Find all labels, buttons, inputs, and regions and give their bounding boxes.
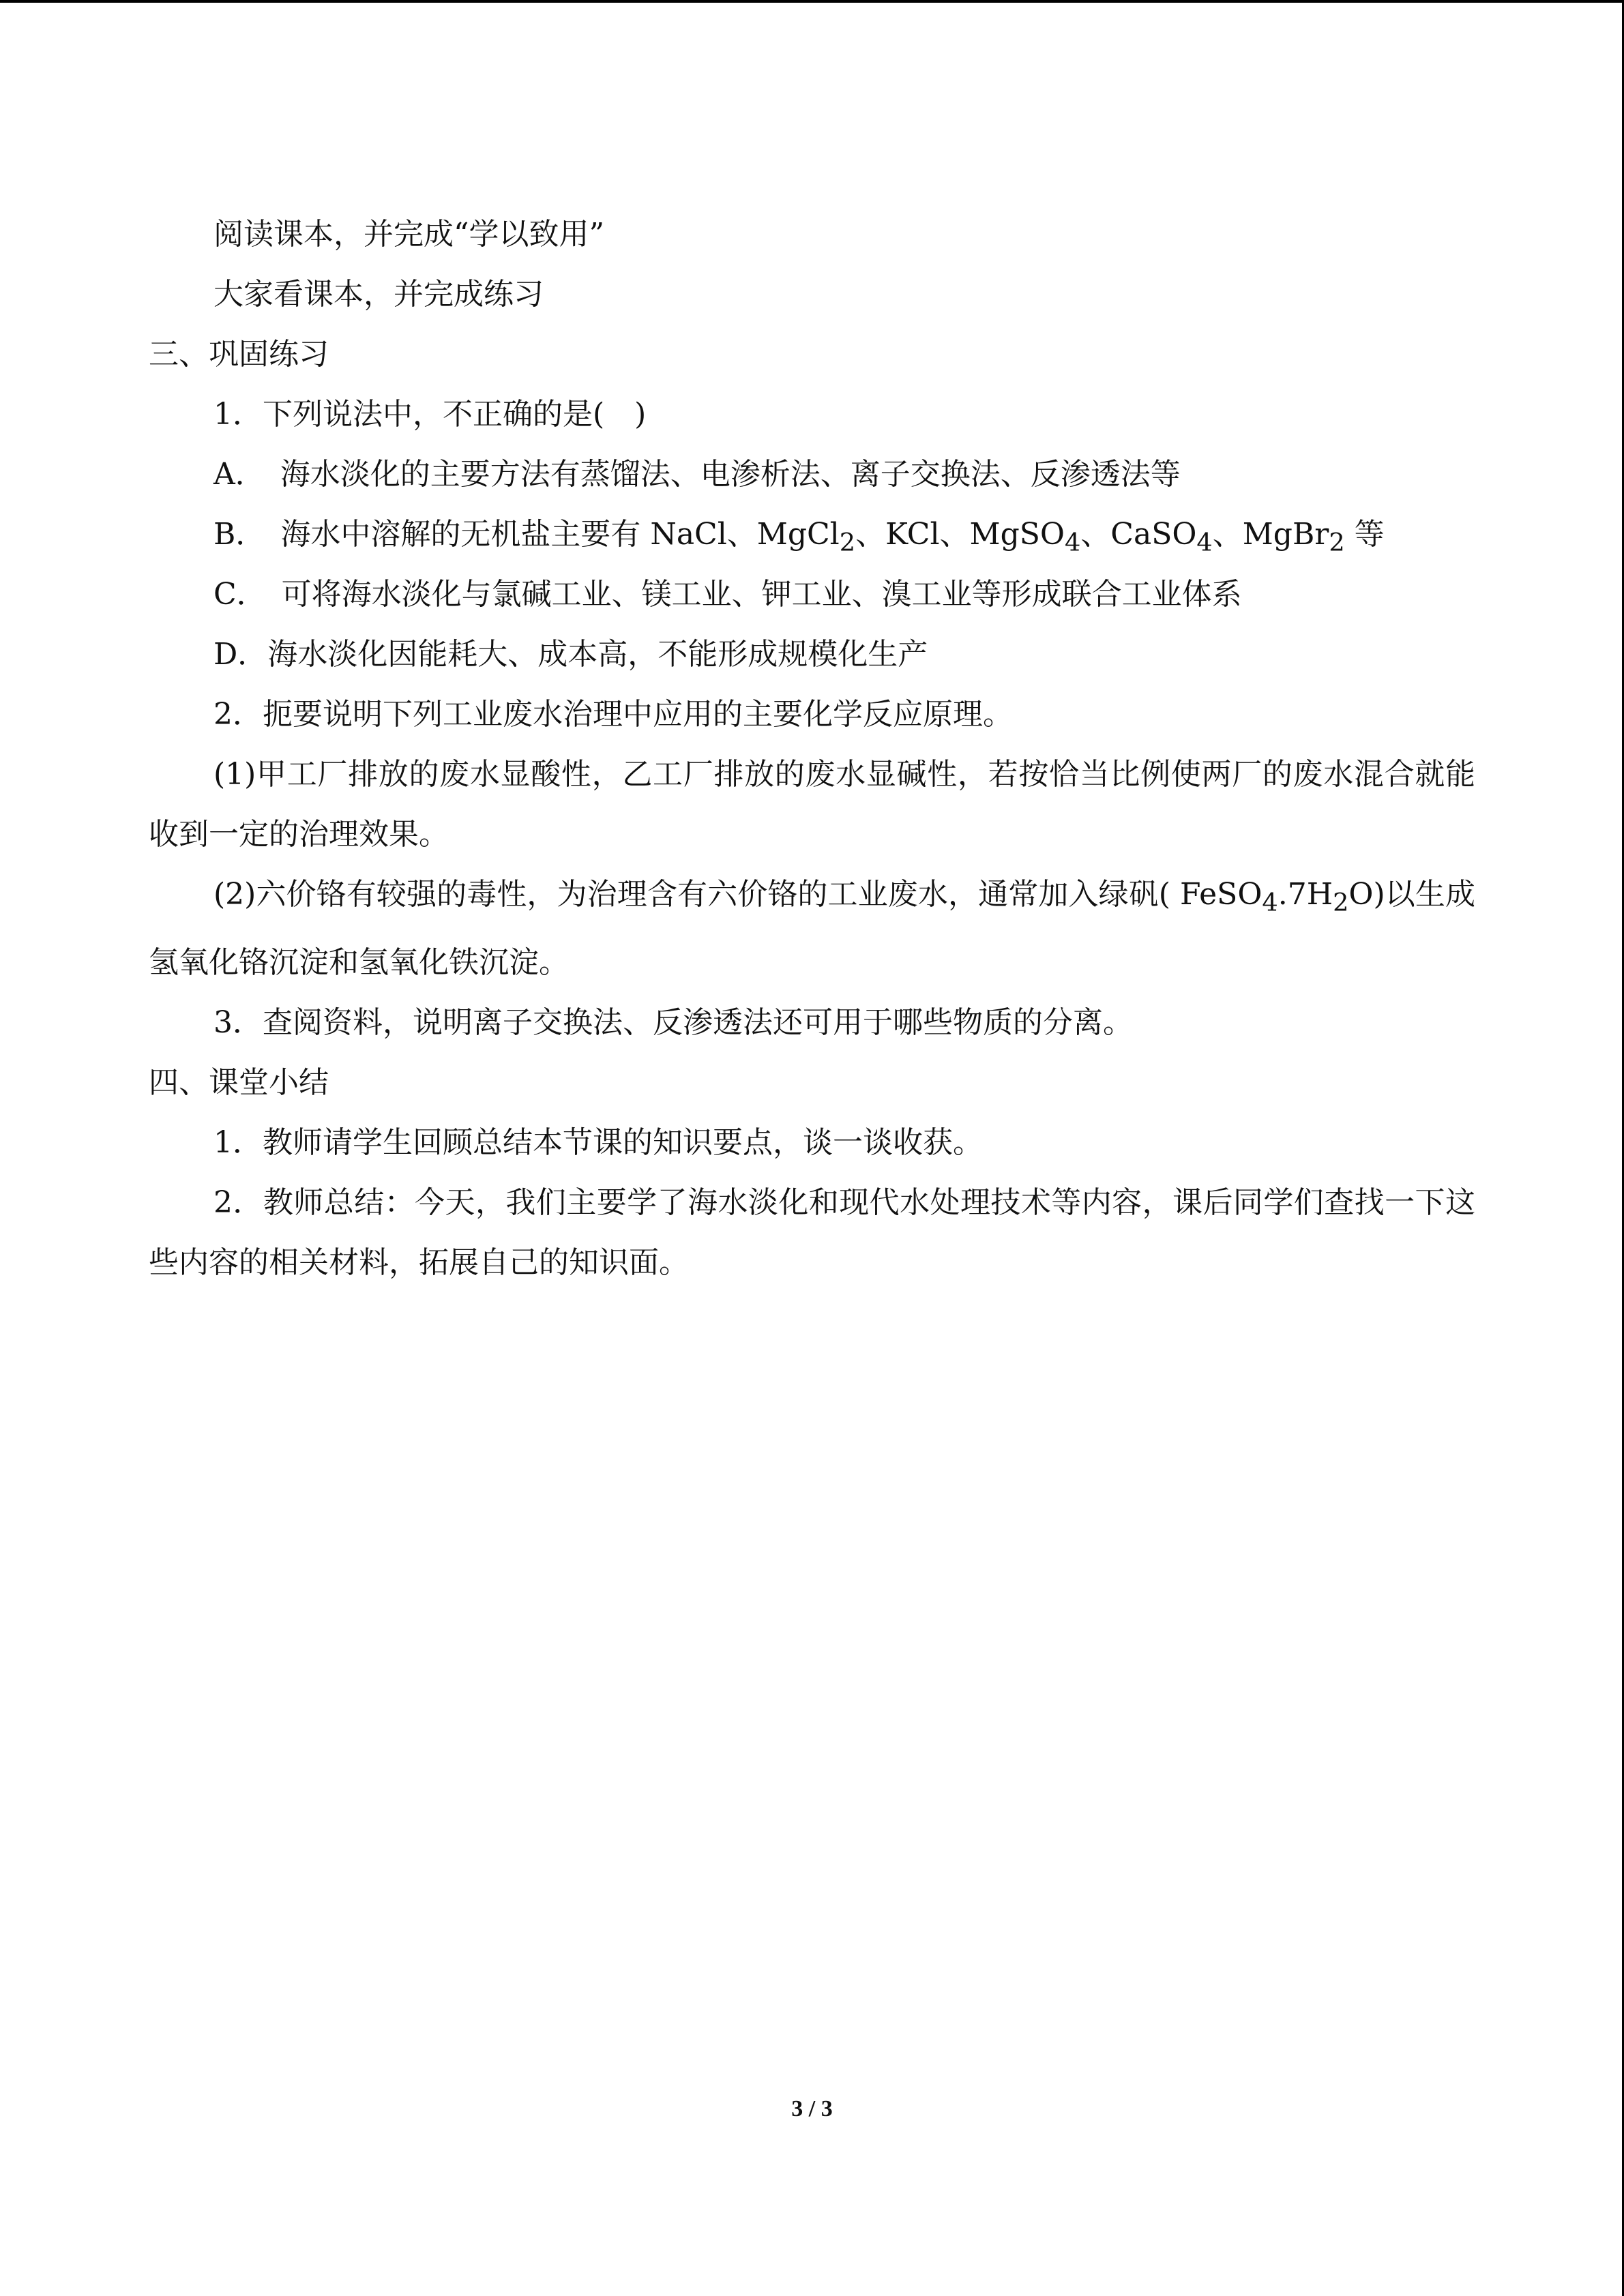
subscript: 2 (1333, 887, 1349, 917)
question-2-part-2 (149, 865, 1475, 993)
option-b-text: 、CaSO (1080, 517, 1197, 552)
question-1-option-c (149, 565, 1475, 625)
top-border-line (0, 0, 1624, 3)
question-1-stem: 1．下列说法中，不正确的是( ) (213, 397, 647, 432)
look-textbook-line: 大家看课本，并完成练习 (213, 277, 544, 312)
option-b-text: 海水中溶解的无机盐主要有 NaCl、MgCl (280, 517, 840, 552)
option-a-text: 海水淡化的主要方法有蒸馏法、电渗析法、离子交换法、反渗透法等 (280, 457, 1181, 492)
question-3: 3．查阅资料，说明离子交换法、反渗透法还可用于哪些物质的分离。 (213, 1004, 1133, 1040)
option-c-label: C． (213, 577, 267, 612)
subscript: 4 (1064, 527, 1081, 557)
part-2-text: (2)六价铬有较强的毒性，为治理含有六价铬的工业废水，通常加入绿矾( FeSO (213, 877, 1263, 912)
option-b-label: B． (213, 517, 266, 552)
subscript: 2 (839, 527, 856, 557)
part-2-text: .7H (1278, 877, 1333, 912)
summary-item-1: 1．教师请学生回顾总结本节课的知识要点，谈一谈收获。 (213, 1124, 983, 1160)
option-b-text: 、KCl、MgSO (855, 517, 1065, 552)
section-heading-practice: 三、巩固练习 (149, 337, 329, 372)
question-2-part-1: (1)甲工厂排放的废水显酸性，乙工厂排放的废水显碱性，若按恰当比例使两厂的废水混合就能收到一定的治理效果。 (149, 757, 1475, 852)
subscript: 4 (1196, 527, 1213, 557)
question-1-option-a (149, 445, 1475, 505)
question-1-option-b (149, 505, 1475, 565)
option-c-text: 可将海水淡化与氯碱工业、镁工业、钾工业、溴工业等形成联合工业体系 (281, 577, 1242, 612)
option-b-text: 、MgBr (1212, 517, 1329, 552)
document-body (149, 205, 1475, 1293)
question-2-stem: 2．扼要说明下列工业废水治理中应用的主要化学反应原理。 (213, 697, 1013, 732)
subscript: 2 (1329, 527, 1345, 557)
part-2-text: O)以生成氢氧化铬沉淀和氢氧化铁沉淀。 (149, 877, 1475, 980)
option-b-text: 等 (1344, 517, 1385, 552)
option-a-label: A． (213, 457, 265, 492)
question-1-option-d: D．海水淡化因能耗大、成本高，不能形成规模化生产 (213, 637, 928, 672)
read-textbook-line: 阅读课本，并完成“学以致用” (213, 217, 604, 252)
summary-item-2: 2．教师总结：今天，我们主要学了海水淡化和现代水处理技术等内容，课后同学们查找一下这些内容的相关材料，拓展自己的知识面。 (149, 1184, 1475, 1280)
page-number: 3 / 3 (791, 2096, 833, 2121)
section-heading-summary: 四、课堂小结 (149, 1064, 329, 1100)
subscript: 4 (1262, 887, 1278, 917)
